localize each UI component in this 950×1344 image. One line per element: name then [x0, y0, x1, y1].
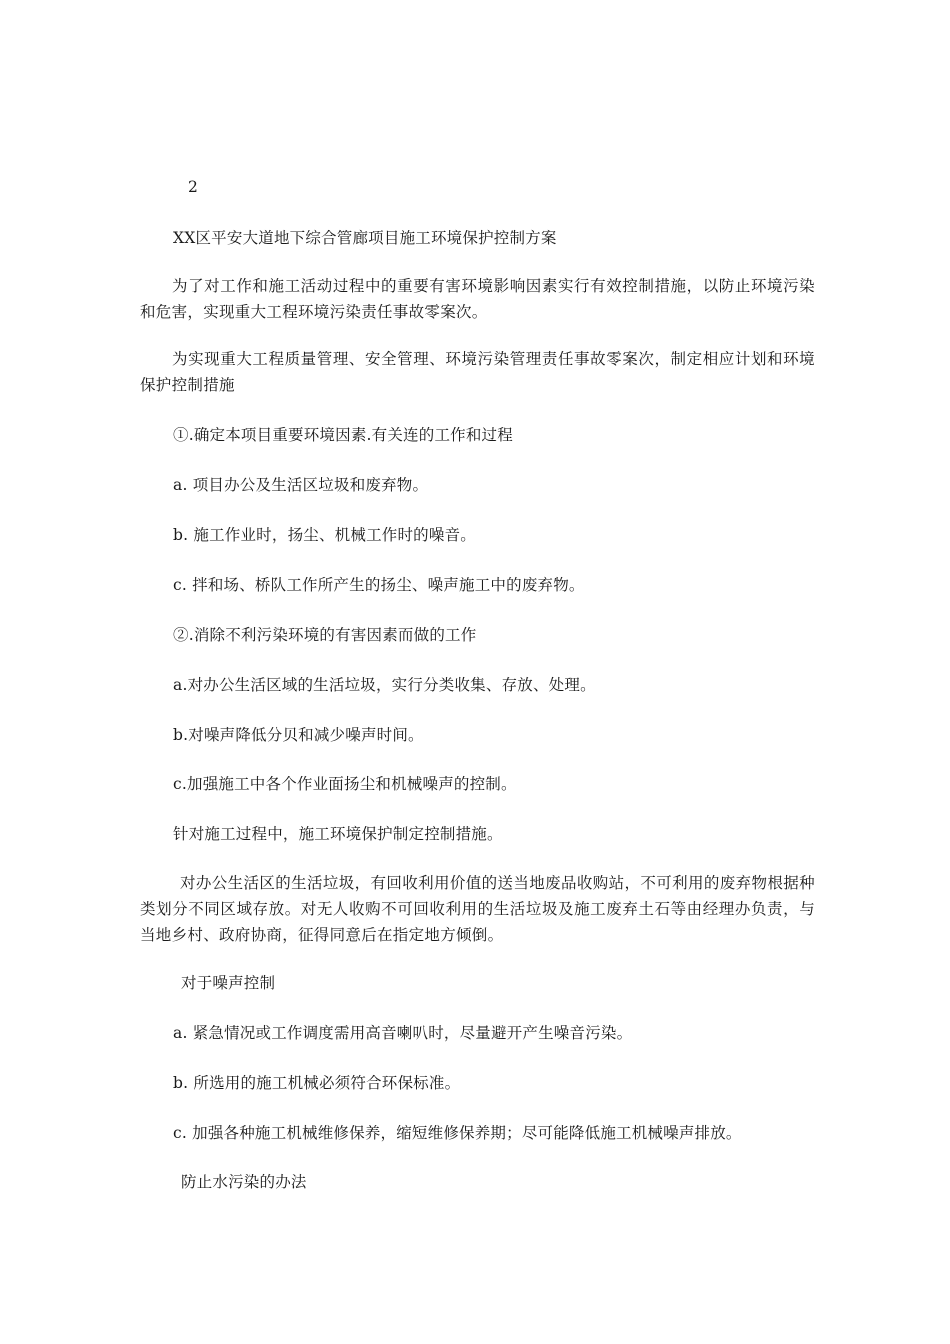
section-1-item: c. 拌和场、桥队工作所产生的扬尘、噪声施工中的废弃物。: [173, 576, 585, 594]
section-2-item: c.加强施工中各个作业面扬尘和机械噪声的控制。: [173, 775, 517, 793]
section-2-item: a.对办公生活区域的生活垃圾，实行分类收集、存放、处理。: [173, 676, 596, 694]
noise-heading: 对于噪声控制: [181, 974, 276, 992]
measures-heading: 针对施工过程中，施工环境保护制定控制措施。: [173, 825, 503, 843]
section-2-item: b.对噪声降低分贝和减少噪声时间。: [173, 726, 424, 744]
noise-item: c. 加强各种施工机械维修保养，缩短维修保养期；尽可能降低施工机械噪声排放。: [173, 1124, 742, 1142]
section-2-heading: ②.消除不利污染环境的有害因素而做的工作: [173, 626, 477, 644]
water-heading: 防止水污染的办法: [181, 1173, 307, 1191]
section-1-item: b. 施工作业时，扬尘、机械工作时的噪音。: [173, 526, 476, 544]
intro-paragraph-2: 为实现重大工程质量管理、安全管理、环境污染管理责任事故零案次，制定相应计划和环境保护控制措施: [140, 350, 815, 394]
noise-item: b. 所选用的施工机械必须符合环保标准。: [173, 1074, 461, 1092]
noise-item: a. 紧急情况或工作调度需用高音喇叭时，尽量避开产生噪音污染。: [173, 1024, 633, 1042]
page-number: 2: [188, 178, 199, 196]
garbage-paragraph: 对办公生活区的生活垃圾，有回收利用价值的送当地废品收购站，不可利用的废弃物根据种类划分不同区域存放。对无人收购不可回收利用的生活垃圾及施工废弃土石等由经理办负责，与当地乡村、政府协商，征得同意后在指定地方倾倒。: [140, 874, 815, 944]
intro-paragraph-1: 为了对工作和施工活动过程中的重要有害环境影响因素实行有效控制措施，以防止环境污染和危害，实现重大工程环境污染责任事故零案次。: [140, 277, 815, 321]
section-1-heading: ①.确定本项目重要环境因素.有关连的工作和过程: [173, 426, 513, 444]
section-1-item: a. 项目办公及生活区垃圾和废弃物。: [173, 476, 429, 494]
document-title: XX区平安大道地下综合管廊项目施工环境保护控制方案: [173, 229, 557, 247]
